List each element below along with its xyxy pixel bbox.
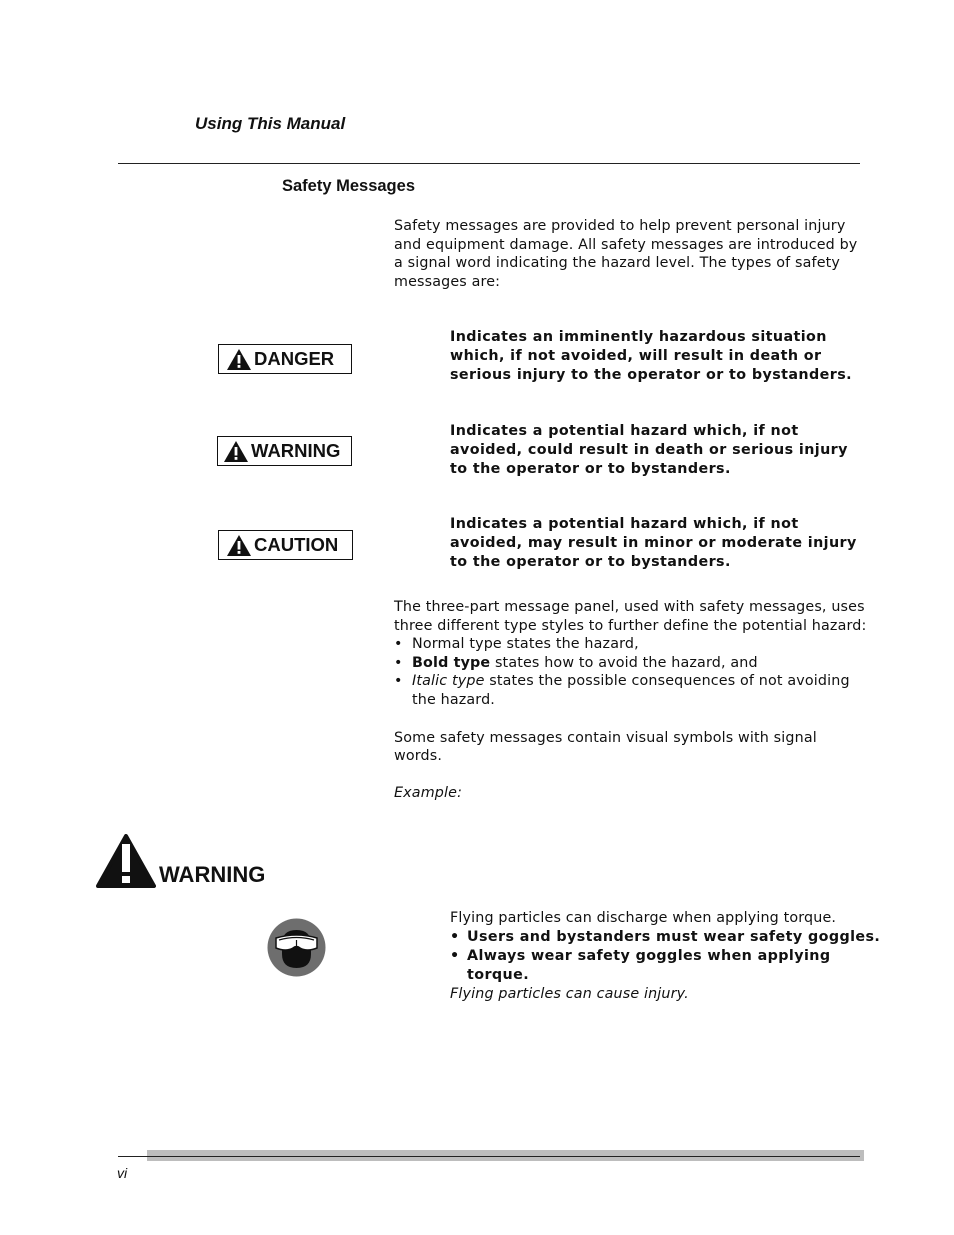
example-label: Example: [394, 784, 463, 801]
caution-description: Indicates a potential hazard which, if not avoided, may result in minor or moderate injury to the operator or to bystanders. [450, 516, 857, 570]
example-consequence: Flying particles can cause injury. [450, 986, 689, 1002]
hazard-triangle-icon [224, 441, 248, 462]
bullet-italic-rest: states the possible consequences of not avoiding the hazard. [412, 673, 850, 708]
warning-label: WARNING [251, 440, 341, 461]
danger-badge [218, 344, 352, 374]
bullet-normal-text: Normal type states the hazard, [412, 636, 639, 653]
list-item: • Italic type states the possible consequences of not avoiding the hazard. [394, 673, 850, 708]
warning-description: Indicates a potential hazard which, if not avoided, could result in death or serious injury to the operator or to bystanders. [450, 423, 848, 477]
panel-explanation [394, 598, 869, 802]
list-item: • Always wear safety goggles when applying torque. [450, 947, 890, 985]
header-rule-thin [118, 163, 860, 164]
danger-label: DANGER [254, 348, 335, 369]
example-avoid-2: Always wear safety goggles when applying torque. [467, 948, 831, 983]
panel-lead: The three-part message panel, used with safety messages, uses three different type styles to further define the potential hazard: [394, 599, 867, 634]
bullet-bold-rest: states how to avoid the hazard, and [490, 654, 758, 671]
chapter-title: Using This Manual [195, 114, 346, 133]
list-item: • Normal type states the hazard, [394, 636, 639, 653]
list-item: • Bold type states how to avoid the hazard, and [394, 654, 758, 671]
intro-paragraph: Safety messages are provided to help prevent personal injury and equipment damage. All safety messages are introduced by a signal word indicating the hazard level. The types of safety messages are: [394, 218, 858, 290]
hazard-triangle-icon [96, 834, 156, 888]
header-rule-gray [147, 159, 864, 170]
example-warning-header [96, 834, 265, 888]
caution-badge [218, 530, 353, 560]
bullet-italic-emph: Italic type [412, 673, 485, 690]
symbols-note: Some safety messages contain visual symbols with signal words. [394, 729, 817, 765]
example-avoid-1: Users and bystanders must wear safety goggles. [467, 929, 881, 945]
footer-rule-thin [118, 1156, 860, 1157]
bullet-bold-emph: Bold type [412, 654, 491, 671]
hazard-triangle-icon [227, 349, 251, 370]
hazard-triangle-icon [227, 535, 251, 556]
caution-label: CAUTION [254, 534, 339, 555]
example-signal-word: WARNING [159, 862, 266, 887]
warning-badge [217, 436, 352, 466]
page-number: vi [117, 1165, 128, 1181]
danger-description: Indicates an imminently hazardous situation which, if not avoided, will result in death or serious injury to the operator or to bystanders. [450, 329, 852, 383]
safety-goggles-icon [267, 918, 326, 977]
example-hazard: Flying particles can discharge when applying torque. [450, 910, 837, 926]
section-title: Safety Messages [282, 177, 415, 195]
list-item: • Users and bystanders must wear safety goggles. [450, 929, 881, 945]
example-message [450, 909, 890, 1004]
